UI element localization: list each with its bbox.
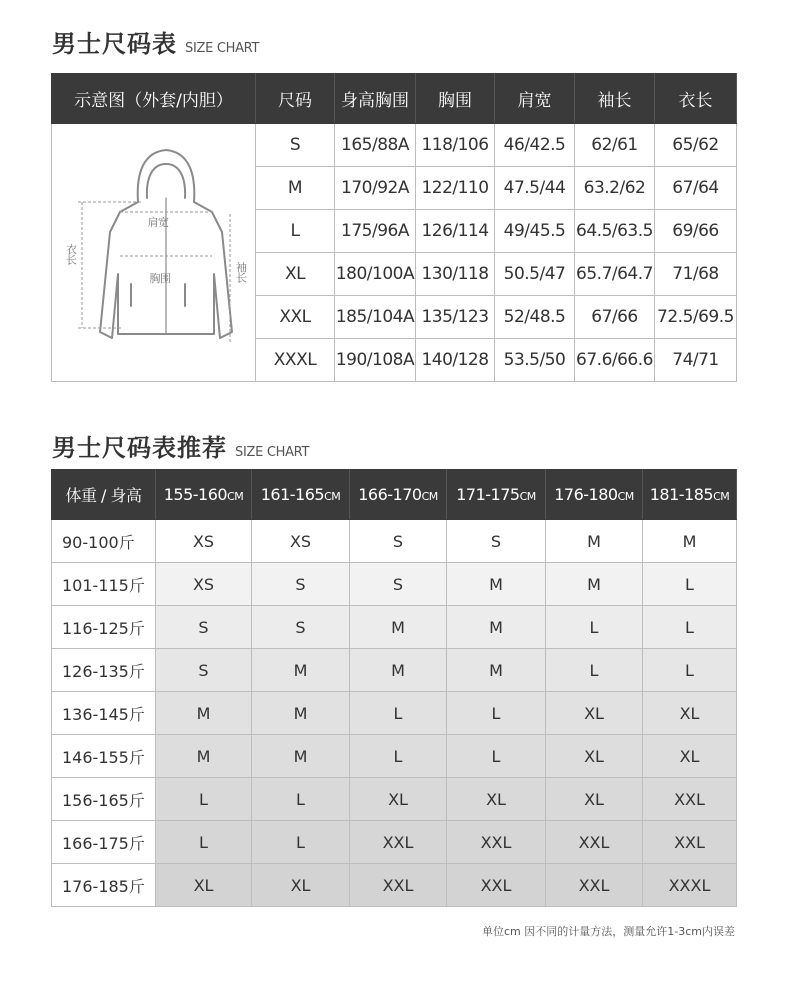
size-chart-table — [51, 73, 737, 382]
diagram-label-chest: 胸围 — [149, 272, 171, 285]
height-unit-label: CM — [324, 490, 341, 503]
recommended-size-cell: M — [350, 606, 447, 649]
height-chest-cell: 165/88A — [335, 124, 416, 167]
header-chest: 胸围 — [416, 74, 495, 124]
recommended-size-cell: M — [447, 563, 546, 606]
height-chest-cell: 190/108A — [335, 339, 416, 382]
recommended-size-cell: L — [546, 649, 643, 692]
height-chest-cell: 180/100A — [335, 253, 416, 296]
recommended-size-cell: M — [156, 735, 252, 778]
header-height-range — [643, 470, 737, 520]
table-row — [52, 606, 737, 649]
table-row — [52, 735, 737, 778]
weight-cell: 90-100斤 — [52, 520, 156, 563]
header-shoulder: 肩宽 — [495, 74, 575, 124]
header-length: 衣长 — [655, 74, 737, 124]
table-row — [52, 124, 737, 167]
recommended-size-cell: XL — [546, 735, 643, 778]
recommend-header-row — [52, 470, 737, 520]
recommended-size-cell: XS — [156, 563, 252, 606]
weight-cell: 126-135斤 — [52, 649, 156, 692]
recommended-size-cell: L — [252, 821, 350, 864]
recommended-size-cell: XXL — [350, 821, 447, 864]
recommended-size-cell: S — [252, 563, 350, 606]
recommended-size-cell: XL — [643, 735, 737, 778]
recommended-size-cell: XS — [156, 520, 252, 563]
size-cell: S — [256, 124, 335, 167]
height-chest-cell: 170/92A — [335, 167, 416, 210]
chest-cell: 122/110 — [416, 167, 495, 210]
jacket-diagram — [52, 124, 256, 376]
height-unit-label: CM — [617, 490, 634, 503]
recommended-size-cell: S — [350, 520, 447, 563]
header-size: 尺码 — [256, 74, 335, 124]
recommended-size-cell: XL — [546, 778, 643, 821]
recommended-size-cell: L — [447, 735, 546, 778]
recommended-size-cell: M — [252, 735, 350, 778]
recommended-size-cell: S — [252, 606, 350, 649]
diagram-label-shoulder: 肩宽 — [147, 216, 169, 229]
weight-cell: 156-165斤 — [52, 778, 156, 821]
chest-cell: 140/128 — [416, 339, 495, 382]
height-chest-cell: 175/96A — [335, 210, 416, 253]
height-range-label: 171-175 — [456, 485, 520, 504]
recommended-size-cell: XL — [156, 864, 252, 907]
size-cell: XXL — [256, 296, 335, 339]
recommended-size-cell: XXL — [546, 864, 643, 907]
size-chart-title-cn: 男士尺码表 — [52, 30, 177, 58]
recommended-size-cell: L — [350, 692, 447, 735]
recommended-size-cell: XXL — [447, 864, 546, 907]
recommended-size-cell: L — [643, 563, 737, 606]
weight-cell: 136-145斤 — [52, 692, 156, 735]
sleeve-cell: 67/66 — [575, 296, 655, 339]
recommended-size-cell: XL — [252, 864, 350, 907]
length-cell: 72.5/69.5 — [655, 296, 737, 339]
table-row — [52, 520, 737, 563]
recommended-size-cell: L — [643, 649, 737, 692]
recommended-size-cell: S — [156, 649, 252, 692]
length-cell: 69/66 — [655, 210, 737, 253]
length-cell: 65/62 — [655, 124, 737, 167]
recommend-size-table — [51, 469, 737, 907]
header-height-chest: 身高胸围 — [335, 74, 416, 124]
sleeve-cell: 65.7/64.7 — [575, 253, 655, 296]
length-cell: 74/71 — [655, 339, 737, 382]
shoulder-cell: 53.5/50 — [495, 339, 575, 382]
size-cell: L — [256, 210, 335, 253]
header-height-range — [350, 470, 447, 520]
height-range-label: 181-185 — [649, 485, 714, 504]
recommended-size-cell: XXXL — [643, 864, 737, 907]
recommend-chart-title-cn: 男士尺码表推荐 — [52, 434, 227, 462]
height-range-label: 176-180 — [554, 485, 618, 504]
header-weight-height: 体重 / 身高 — [52, 470, 156, 520]
weight-cell: 101-115斤 — [52, 563, 156, 606]
table-row — [52, 778, 737, 821]
size-cell: M — [256, 167, 335, 210]
recommended-size-cell: M — [447, 606, 546, 649]
recommended-size-cell: XXL — [350, 864, 447, 907]
recommended-size-cell: S — [447, 520, 546, 563]
recommend-chart-title — [52, 428, 309, 463]
table-row — [52, 821, 737, 864]
table-row — [52, 563, 737, 606]
recommended-size-cell: L — [156, 821, 252, 864]
table-row — [52, 692, 737, 735]
recommended-size-cell: L — [350, 735, 447, 778]
recommended-size-cell: L — [156, 778, 252, 821]
height-range-label: 166-170 — [358, 485, 422, 504]
recommended-size-cell: XXL — [643, 821, 737, 864]
height-chest-cell: 185/104A — [335, 296, 416, 339]
recommended-size-cell: XL — [643, 692, 737, 735]
recommended-size-cell: M — [546, 563, 643, 606]
height-unit-label: CM — [421, 490, 438, 503]
recommended-size-cell: XXL — [643, 778, 737, 821]
recommended-size-cell: M — [643, 520, 737, 563]
jacket-hood-inner — [147, 164, 185, 198]
recommend-chart-title-en: SIZE CHART — [235, 445, 310, 460]
recommended-size-cell: M — [252, 649, 350, 692]
recommended-size-cell: M — [546, 520, 643, 563]
recommended-size-cell: S — [350, 563, 447, 606]
shoulder-cell: 47.5/44 — [495, 167, 575, 210]
recommended-size-cell: L — [447, 692, 546, 735]
shoulder-cell: 49/45.5 — [495, 210, 575, 253]
shoulder-cell: 52/48.5 — [495, 296, 575, 339]
length-cell: 67/64 — [655, 167, 737, 210]
height-unit-label: CM — [713, 490, 730, 503]
sleeve-cell: 67.6/66.6 — [575, 339, 655, 382]
recommended-size-cell: XS — [252, 520, 350, 563]
sleeve-cell: 63.2/62 — [575, 167, 655, 210]
size-chart-title — [52, 24, 259, 59]
header-height-range — [252, 470, 350, 520]
size-chart-title-en: SIZE CHART — [185, 41, 260, 56]
length-cell: 71/68 — [655, 253, 737, 296]
recommended-size-cell: XXL — [447, 821, 546, 864]
diagram-label-length: 衣长 — [64, 243, 78, 265]
header-diagram: 示意图（外套/内胆） — [52, 74, 256, 124]
size-chart-header-row — [52, 74, 737, 124]
weight-cell: 176-185斤 — [52, 864, 156, 907]
header-height-range — [546, 470, 643, 520]
weight-cell: 166-175斤 — [52, 821, 156, 864]
chest-cell: 130/118 — [416, 253, 495, 296]
header-height-range — [447, 470, 546, 520]
recommended-size-cell: XL — [350, 778, 447, 821]
shoulder-cell: 46/42.5 — [495, 124, 575, 167]
weight-cell: 146-155斤 — [52, 735, 156, 778]
diagram-label-sleeve: 袖长 — [234, 261, 248, 283]
recommended-size-cell: M — [252, 692, 350, 735]
recommended-size-cell: XL — [546, 692, 643, 735]
recommended-size-cell: S — [156, 606, 252, 649]
size-cell: XXXL — [256, 339, 335, 382]
height-range-label: 161-165 — [260, 485, 325, 504]
recommended-size-cell: XL — [447, 778, 546, 821]
sleeve-cell: 62/61 — [575, 124, 655, 167]
chest-cell: 135/123 — [416, 296, 495, 339]
size-cell: XL — [256, 253, 335, 296]
shoulder-cell: 50.5/47 — [495, 253, 575, 296]
recommended-size-cell: L — [643, 606, 737, 649]
sleeve-cell: 64.5/63.5 — [575, 210, 655, 253]
weight-cell: 116-125斤 — [52, 606, 156, 649]
table-row — [52, 649, 737, 692]
height-range-label: 155-160 — [163, 485, 228, 504]
recommended-size-cell: XXL — [546, 821, 643, 864]
table-row — [52, 864, 737, 907]
chest-cell: 126/114 — [416, 210, 495, 253]
header-height-range — [156, 470, 252, 520]
height-unit-label: CM — [227, 490, 244, 503]
jacket-diagram-cell — [52, 124, 256, 382]
header-sleeve: 袖长 — [575, 74, 655, 124]
recommended-size-cell: M — [156, 692, 252, 735]
height-unit-label: CM — [519, 490, 536, 503]
chest-cell: 118/106 — [416, 124, 495, 167]
recommended-size-cell: L — [546, 606, 643, 649]
recommended-size-cell: L — [252, 778, 350, 821]
measurement-footnote: 单位cm 因不同的计量方法，测量允许1-3cm内误差 — [482, 925, 735, 938]
recommended-size-cell: M — [447, 649, 546, 692]
recommended-size-cell: M — [350, 649, 447, 692]
